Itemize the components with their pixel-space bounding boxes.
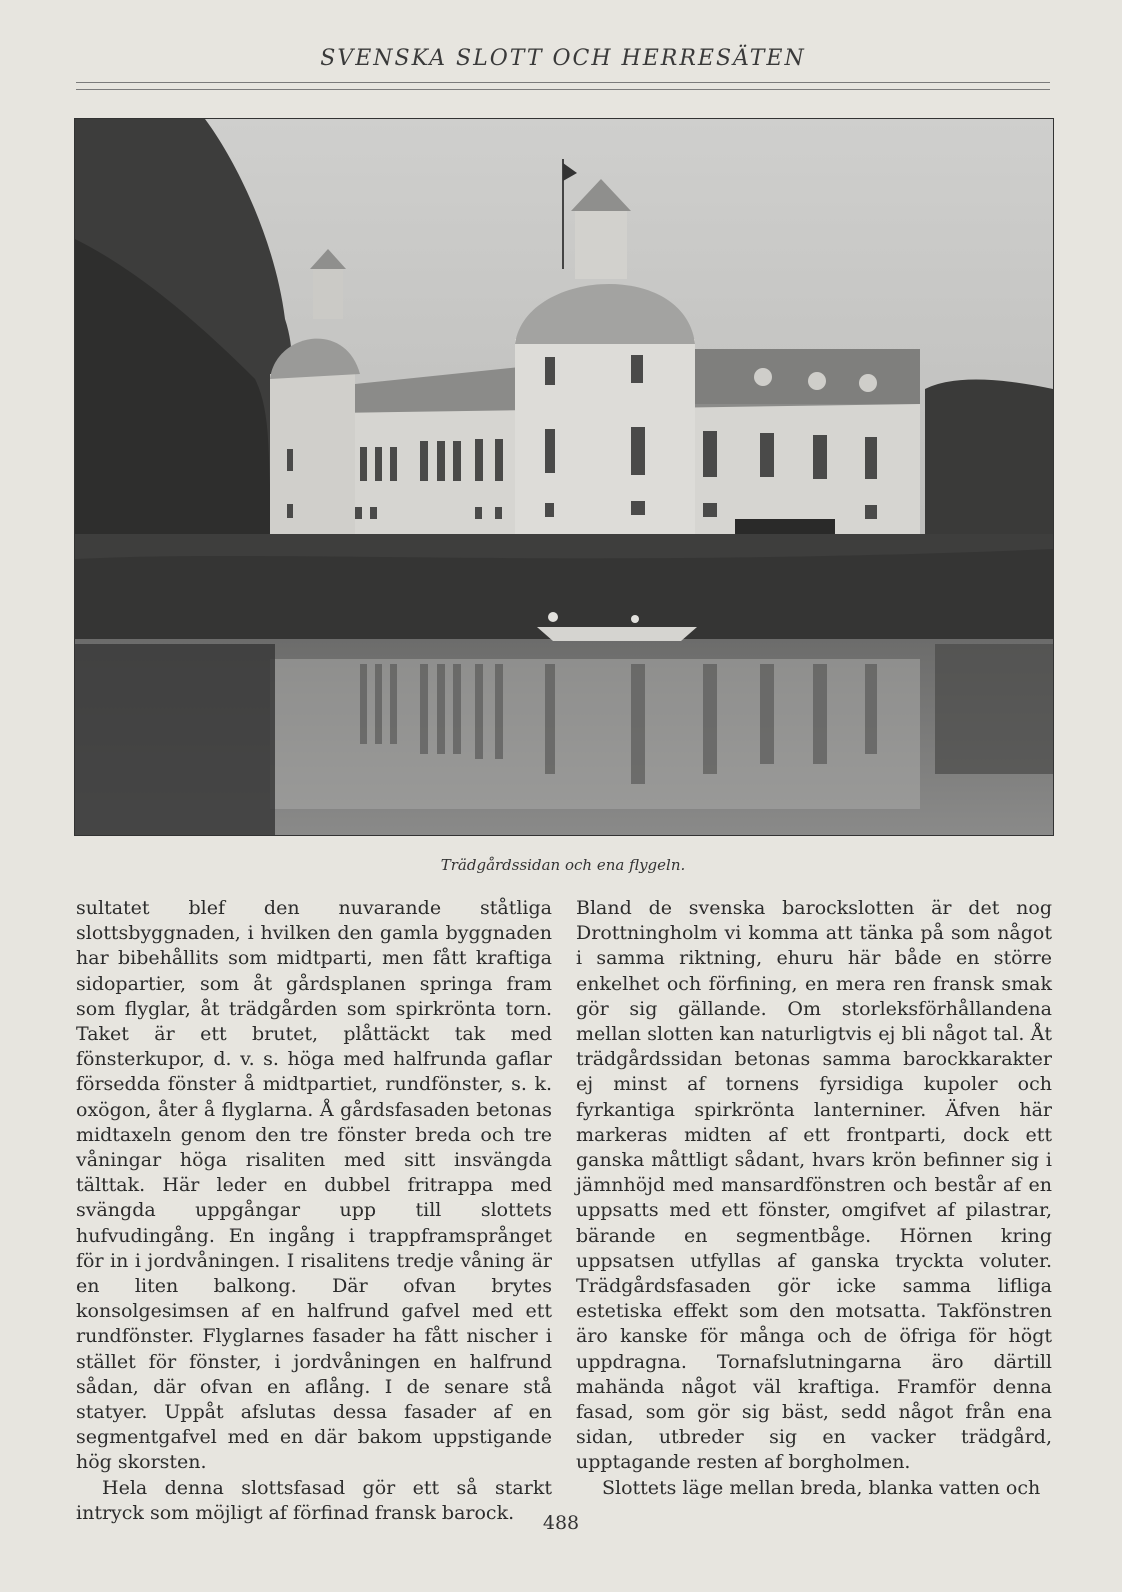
text-column-right xyxy=(576,896,1052,1501)
paragraph: Slottets läge mellan breda, blanka vatten och xyxy=(602,1476,1041,1499)
running-title: SVENSKA SLOTT OCH HERRESÄTEN xyxy=(320,46,806,71)
paragraph: Hela denna slottsfasad gör ett så starkt intryck som möjligt af förfinad fransk barock. xyxy=(76,1476,552,1524)
paragraph: Bland de svenska barockslotten är det nog Drottningholm vi komma att tänka på som något i samma riktning, ehuru här både en större enkelhet och förfining, en mera ren fransk smak gör sig gällande. Om storleksförhållandena mellan slotten kan naturligtvis ej bli något tal. Åt trädgårdssidan betonas samma barockkarakter ej minst af tornens fyrsidiga kupoler och fyrkantiga spirkrönta lanterniner. Äfven här markeras midten af ett frontparti, dock ett ganska måttligt sådant, hvars krön befinner sig i jämnhöjd med mansardfönstren och består af en uppsatts med ett fönster, omgifvet af pilastrar, bärande en segmentbåge. Hörnen kring uppsatsen utfyllas af ganska tryckta voluter. Trädgårdsfasaden gör icke samma lifliga estetiska effekt som den motsatta. Takfönstren äro kanske för många och de öfriga för högt uppdragna. Tornafslutningarna äro därtill mahända något väl kraftiga. Framför denna fasad, som gör sig bäst, sedd något från ena sidan, utbreder sig en vacker trädgård, upptagande resten af borgholmen. xyxy=(576,897,1052,1474)
castle-photograph xyxy=(74,118,1054,836)
paragraph: sultatet blef den nuvarande ståtliga slottsbyggnaden, i hvilken den gamla byggnaden har bibehållits som midtparti, men fått kraftiga sidopartier, som åt gårdsplanen springa fram som flyglar, åt trädgården som spirkrönta torn. Taket är ett brutet, plåttäckt tak med fönsterkupor, d. v. s. höga med halfrunda gaflar försedda fönster å midtpartiet, rundfönster, s. k. oxögon, åter å flyglarna. Å gårdsfasaden betonas midtaxeln genom den tre fönster breda och tre våningar höga risaliten med sitt insvängda tälttak. Här leder en dubbel fritrappa med svängda uppgångar upp till slottets hufvudingång. En ingång i trappframsprånget för in i jordvåningen. I risalitens tredje våning är en liten balkong. Där ofvan brytes konsolgesimsen af en halfrund gafvel med ett rundfönster. Flyglarnes fasader ha fått nischer i stället för fönster, i jordvåningen en halfrund sådan, där ofvan en aflång. I de senare stå statyer. Uppåt afslutas dessa fasader af en segmentgafvel med en där bakom uppstigande hög skorsten. xyxy=(76,897,552,1474)
text-column-left xyxy=(76,896,552,1526)
figure-caption: Trädgårdssidan och ena flygeln. xyxy=(440,856,686,874)
header-rule xyxy=(76,82,1050,90)
page-number: 488 xyxy=(542,1512,580,1534)
